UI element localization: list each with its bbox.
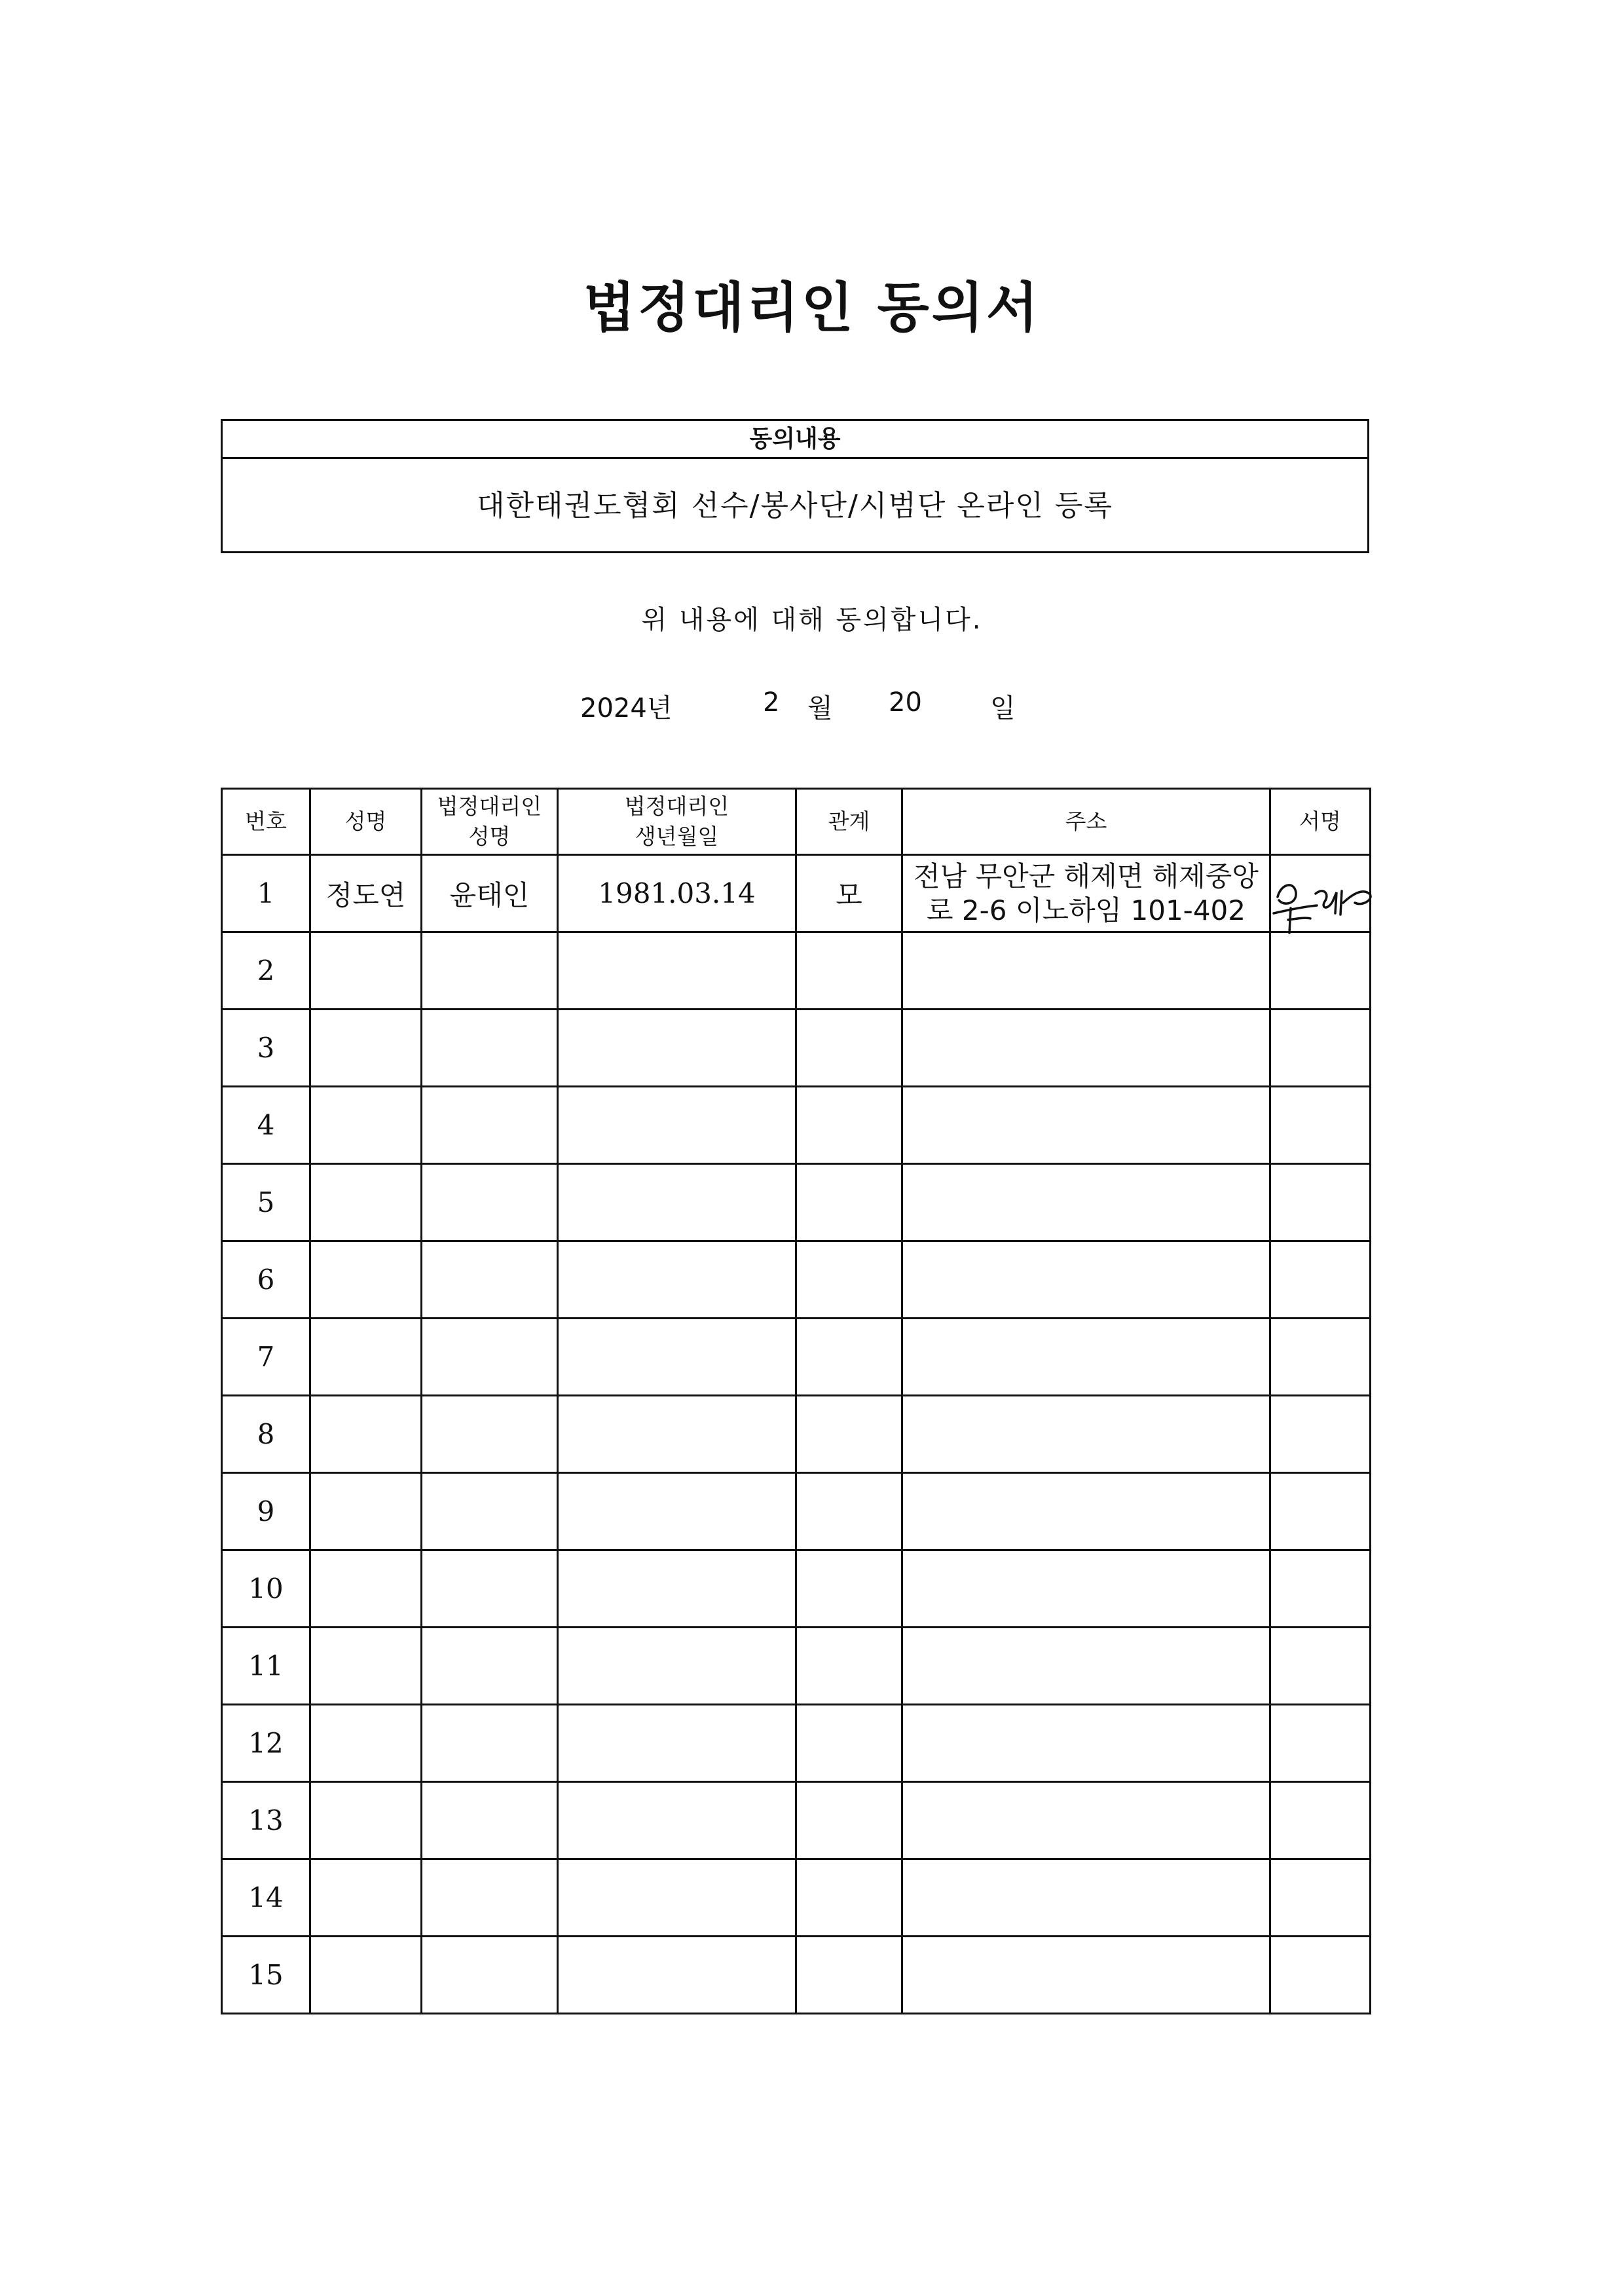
row-signature xyxy=(1270,855,1371,932)
row-dob xyxy=(558,1164,796,1241)
row-guardian xyxy=(422,1937,558,2014)
row-no: 6 xyxy=(222,1241,310,1319)
table-row xyxy=(222,1782,1371,1859)
row-address xyxy=(902,932,1270,1010)
table-header-row xyxy=(222,789,1371,855)
row-guardian xyxy=(422,1087,558,1164)
row-no: 4 xyxy=(222,1087,310,1164)
row-address xyxy=(902,1859,1270,1937)
date-year: 2024년 xyxy=(580,693,673,723)
row-signature xyxy=(1270,1859,1371,1937)
row-guardian xyxy=(422,932,558,1010)
row-guardian xyxy=(422,1628,558,1705)
header-guardian-name-line1: 법정대리인 xyxy=(437,793,542,819)
handwritten-signature xyxy=(1264,867,1382,939)
row-address xyxy=(902,1087,1270,1164)
row-guardian xyxy=(422,1473,558,1550)
row-guardian xyxy=(422,1705,558,1782)
row-signature xyxy=(1270,1473,1371,1550)
table-row xyxy=(222,1550,1371,1628)
row-address-line2: 로 2-6 이노하임 101-402 xyxy=(927,894,1246,926)
row-name xyxy=(310,1396,422,1473)
row-relation xyxy=(796,1087,902,1164)
row-relation xyxy=(796,1241,902,1319)
consent-header: 동의내용 xyxy=(223,421,1367,459)
row-dob xyxy=(558,1473,796,1550)
row-signature xyxy=(1270,1010,1371,1087)
row-no: 3 xyxy=(222,1010,310,1087)
row-name xyxy=(310,932,422,1010)
row-signature xyxy=(1270,1705,1371,1782)
row-dob xyxy=(558,1396,796,1473)
row-guardian xyxy=(422,1782,558,1859)
row-name xyxy=(310,1319,422,1396)
row-no: 11 xyxy=(222,1628,310,1705)
row-dob xyxy=(558,1319,796,1396)
row-address xyxy=(902,1705,1270,1782)
row-guardian xyxy=(422,1010,558,1087)
table-row xyxy=(222,1241,1371,1319)
row-address xyxy=(902,1473,1270,1550)
header-name: 성명 xyxy=(310,789,422,855)
date-month: 2 xyxy=(763,687,780,718)
row-no: 10 xyxy=(222,1550,310,1628)
row-dob xyxy=(558,1782,796,1859)
row-name xyxy=(310,1087,422,1164)
date-line xyxy=(0,687,1624,727)
table-row xyxy=(222,1087,1371,1164)
table-row xyxy=(222,1859,1371,1937)
row-name xyxy=(310,1010,422,1087)
row-dob xyxy=(558,1859,796,1937)
row-dob xyxy=(558,932,796,1010)
row-address xyxy=(902,1319,1270,1396)
header-guardian-dob-line2: 생년월일 xyxy=(635,824,719,849)
row-address xyxy=(902,1010,1270,1087)
row-no: 9 xyxy=(222,1473,310,1550)
row-name xyxy=(310,1859,422,1937)
date-month-unit: 월 xyxy=(807,693,833,723)
row-guardian xyxy=(422,1859,558,1937)
guardian-table xyxy=(221,788,1371,2014)
row-no: 2 xyxy=(222,932,310,1010)
row-signature xyxy=(1270,1782,1371,1859)
header-no: 번호 xyxy=(222,789,310,855)
row-no: 15 xyxy=(222,1937,310,2014)
table-row xyxy=(222,855,1371,932)
agreement-statement: 위 내용에 대해 동의합니다. xyxy=(641,605,983,635)
table-row xyxy=(222,1164,1371,1241)
row-name xyxy=(310,1937,422,2014)
consent-content: 대한태권도협회 선수/봉사단/시범단 온라인 등록 xyxy=(477,489,1113,522)
row-name xyxy=(310,1782,422,1859)
row-guardian xyxy=(422,1396,558,1473)
row-no: 8 xyxy=(222,1396,310,1473)
row-relation xyxy=(796,1319,902,1396)
row-address xyxy=(902,1782,1270,1859)
row-signature xyxy=(1270,1628,1371,1705)
row-no: 1 xyxy=(222,855,310,932)
row-address xyxy=(902,1164,1270,1241)
document-title: 법정대리인 동의서 xyxy=(583,276,1041,339)
row-relation xyxy=(796,1628,902,1705)
row-address xyxy=(902,1937,1270,2014)
row-signature xyxy=(1270,1937,1371,2014)
row-name xyxy=(310,1705,422,1782)
row-address xyxy=(902,855,1270,932)
header-signature: 서명 xyxy=(1270,789,1371,855)
row-relation xyxy=(796,1782,902,1859)
table-row xyxy=(222,1010,1371,1087)
row-signature xyxy=(1270,1087,1371,1164)
row-guardian xyxy=(422,1550,558,1628)
row-relation xyxy=(796,932,902,1010)
row-name xyxy=(310,1241,422,1319)
row-relation xyxy=(796,1473,902,1550)
row-relation xyxy=(796,1010,902,1087)
row-signature xyxy=(1270,1319,1371,1396)
row-dob xyxy=(558,1937,796,2014)
header-guardian-dob-line1: 법정대리인 xyxy=(624,793,729,819)
table-row xyxy=(222,1705,1371,1782)
row-signature xyxy=(1270,1164,1371,1241)
row-dob xyxy=(558,1628,796,1705)
row-signature xyxy=(1270,932,1371,1010)
row-address-line1: 전남 무안군 해제면 해제중앙 xyxy=(913,860,1259,892)
header-guardian-name xyxy=(422,789,558,855)
row-relation xyxy=(796,1164,902,1241)
table-row xyxy=(222,1319,1371,1396)
row-address xyxy=(902,1628,1270,1705)
table-row xyxy=(222,1396,1371,1473)
row-guardian xyxy=(422,1241,558,1319)
row-guardian xyxy=(422,1319,558,1396)
row-no: 14 xyxy=(222,1859,310,1937)
row-guardian xyxy=(422,1164,558,1241)
row-name xyxy=(310,1550,422,1628)
row-name xyxy=(310,1628,422,1705)
consent-box xyxy=(221,419,1369,553)
row-address xyxy=(902,1241,1270,1319)
row-relation xyxy=(796,1550,902,1628)
header-guardian-name-line2: 성명 xyxy=(468,824,511,849)
row-signature xyxy=(1270,1550,1371,1628)
row-relation: 모 xyxy=(796,855,902,932)
row-no: 5 xyxy=(222,1164,310,1241)
table-row xyxy=(222,1473,1371,1550)
row-relation xyxy=(796,1937,902,2014)
header-guardian-dob xyxy=(558,789,796,855)
row-dob xyxy=(558,1241,796,1319)
table-row xyxy=(222,932,1371,1010)
date-day-unit: 일 xyxy=(990,693,1016,723)
row-name xyxy=(310,1164,422,1241)
row-guardian: 윤태인 xyxy=(422,855,558,932)
row-dob xyxy=(558,1010,796,1087)
row-name xyxy=(310,1473,422,1550)
table-row xyxy=(222,1628,1371,1705)
row-dob: 1981.03.14 xyxy=(558,855,796,932)
row-dob xyxy=(558,1550,796,1628)
table-row xyxy=(222,1937,1371,2014)
header-relation: 관계 xyxy=(796,789,902,855)
row-relation xyxy=(796,1859,902,1937)
row-no: 7 xyxy=(222,1319,310,1396)
row-signature xyxy=(1270,1396,1371,1473)
row-no: 12 xyxy=(222,1705,310,1782)
header-address: 주소 xyxy=(902,789,1270,855)
row-relation xyxy=(796,1705,902,1782)
row-address xyxy=(902,1396,1270,1473)
row-no: 13 xyxy=(222,1782,310,1859)
row-address xyxy=(902,1550,1270,1628)
row-relation xyxy=(796,1396,902,1473)
row-name: 정도연 xyxy=(310,855,422,932)
row-signature xyxy=(1270,1241,1371,1319)
date-day: 20 xyxy=(889,687,922,718)
row-dob xyxy=(558,1705,796,1782)
row-dob xyxy=(558,1087,796,1164)
